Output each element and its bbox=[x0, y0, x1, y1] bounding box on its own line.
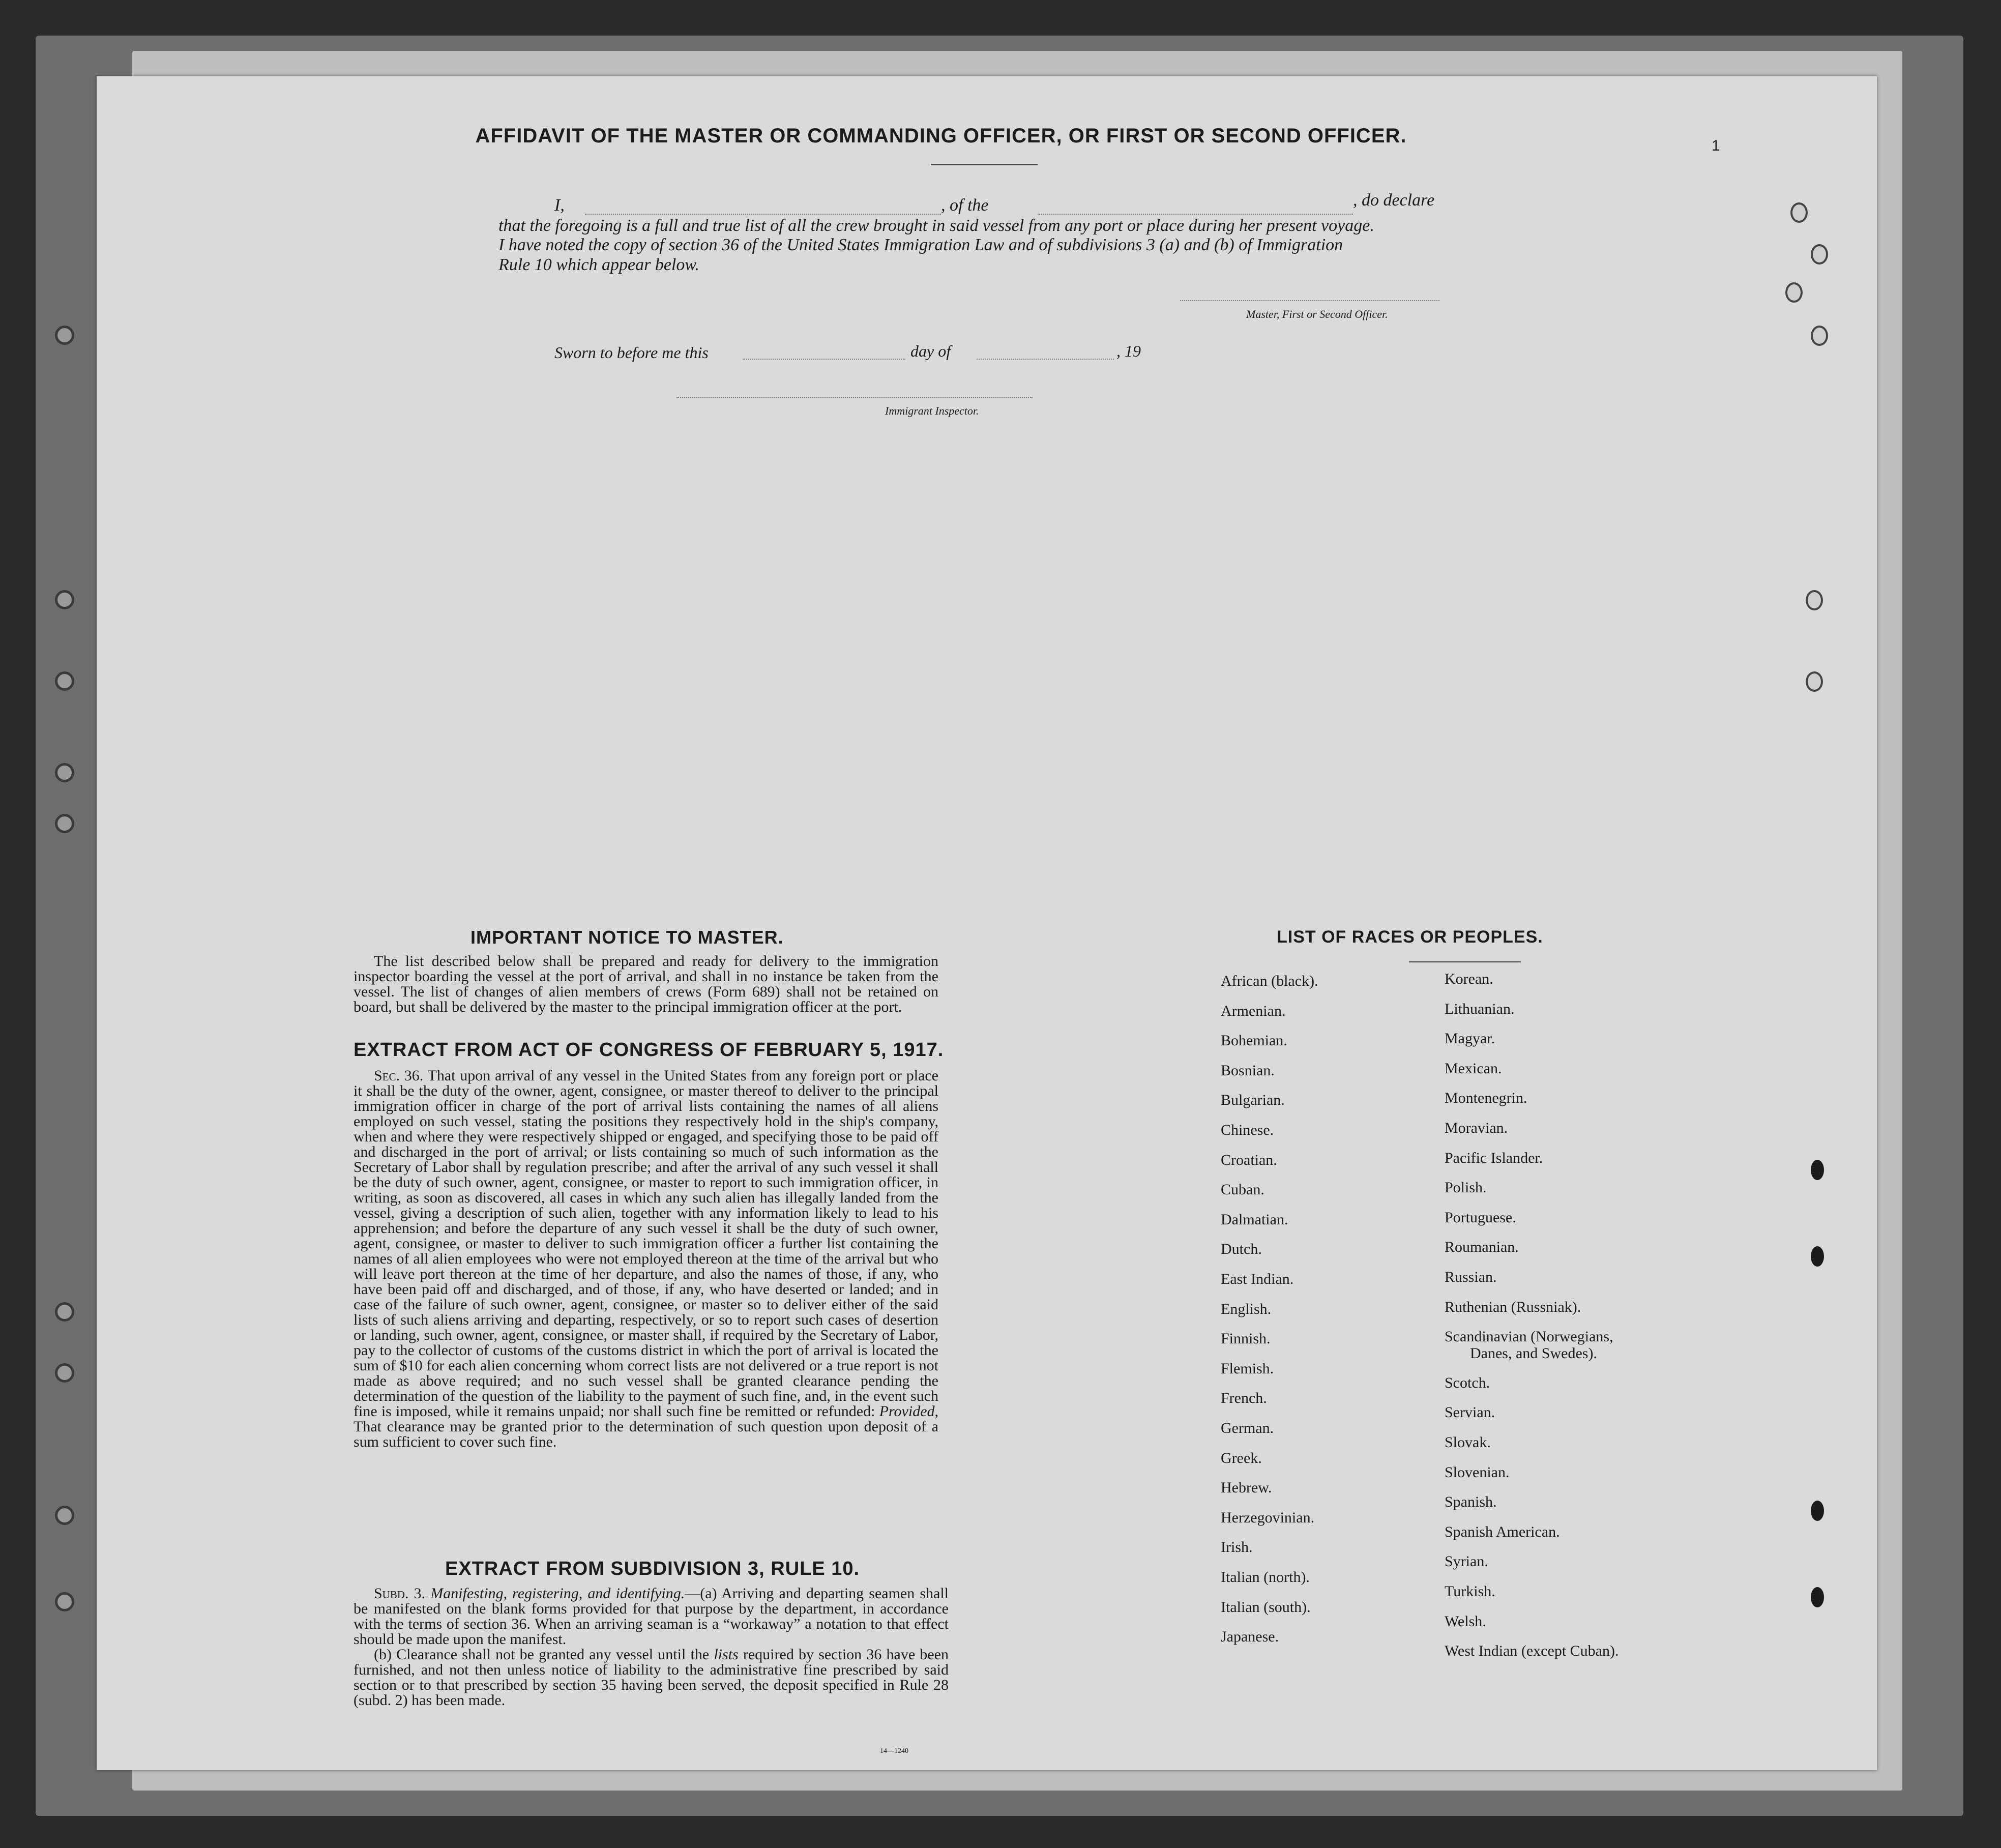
race-item: Finnish. bbox=[1221, 1330, 1271, 1347]
extract-rule-title: EXTRACT FROM SUBDIVISION 3, RULE 10. bbox=[445, 1558, 860, 1579]
race-item: French. bbox=[1221, 1390, 1267, 1407]
race-item: Servian. bbox=[1445, 1404, 1495, 1421]
affidavit-i-label: I, bbox=[554, 196, 565, 215]
inspector-caption: Immigrant Inspector. bbox=[885, 404, 979, 417]
do-declare-label: , do declare bbox=[1353, 191, 1435, 210]
punch-hole bbox=[1790, 202, 1808, 223]
binder-hole bbox=[55, 1363, 74, 1383]
section-36-paragraph bbox=[354, 1068, 938, 1450]
race-item: Turkish. bbox=[1445, 1583, 1495, 1600]
notice-text bbox=[354, 954, 938, 1015]
race-item: Moravian. bbox=[1445, 1120, 1508, 1136]
punch-hole bbox=[1811, 1246, 1824, 1267]
race-item: Slovenian. bbox=[1445, 1463, 1510, 1481]
subd-b-start: (b) Clearance shall not be granted any vessel until the bbox=[374, 1646, 710, 1663]
punch-hole bbox=[1811, 244, 1828, 265]
affidavit-line-2: that the foregoing is a full and true list of all the crew brought in said vessel from any port or place during her present voyage. bbox=[498, 216, 1374, 235]
race-item: Russian. bbox=[1445, 1269, 1497, 1285]
race-item: Bohemian. bbox=[1221, 1032, 1287, 1049]
section-36-body: That upon arrival of any vessel in the United States from any foreign port or place it shall be the duty of the owner, agent, consignee, or master thereof to deliver to the principal immigration officer in charge of the port of arrival lists containing the names of all aliens employed on such vessel, stating the positions they respectively hold in the ship's company, when and where they were respectively shipped or engaged, and specifying those to be paid off and discharged in the port of arrival; or lists containing so much of such information as the Secretary of Labor shall by regulation prescribe; and after the arrival of any such vessel it shall be the duty of such owner, agent, consignee, or master to report to such immigration officer, in writing, as soon as discovered, all cases in which any such alien has illegally landed from the vessel, giving a description of such alien, together with any information likely to lead to his apprehension; and before the departure of any such vessel it shall be the duty of such owner, agent, consignee, or master to deliver to such immigration officer a further list containing the names of all alien employees who were not employed thereon at the time of the arrival but who will leave port thereon at the time of her departure, and also the names of those, if any, who have been paid off and discharged, and of those, if any, who have deserted or landed; and in case of the failure of such owner, agent, consignee, or master so to deliver either of the said lists of such aliens arriving and departing, respectively, or so to report such cases of desertion or landing, such owner, agent, consignee, or master shall, if required by the Secretary of Labor, pay to the collector of customs of the customs district in which the port of arrival is located the sum of $10 for each alien concerning whom correct lists are not delivered or a true report is not made as above required; and no such vessel shall be granted clearance pending the determination of the question of the liability to the payment of such fine, and, in the event such fine is imposed, while it remains unpaid; nor shall such fine be remitted or refunded: bbox=[354, 1067, 938, 1420]
race-item: Flemish. bbox=[1221, 1360, 1274, 1377]
race-item: Pacific Islander. bbox=[1445, 1149, 1543, 1166]
race-item: Lithuanian. bbox=[1445, 1000, 1515, 1017]
punch-hole bbox=[1811, 1501, 1824, 1521]
race-item: English. bbox=[1221, 1300, 1272, 1317]
lists-word: lists bbox=[714, 1646, 739, 1663]
subd-label: Subd. 3. bbox=[374, 1585, 426, 1602]
section-label: Sec. 36. bbox=[374, 1067, 424, 1084]
punch-hole bbox=[1806, 671, 1823, 692]
race-item: Syrian. bbox=[1445, 1553, 1488, 1570]
race-item: Spanish American. bbox=[1445, 1523, 1560, 1540]
race-item: Danes, and Swedes). bbox=[1470, 1344, 1597, 1362]
notice-paragraph: The list described below shall be prepared and ready for delivery to the immigration inspector boarding the vessel at the port of arrival, and shall in no instance be taken from the vessel. The list of changes of alien members of crews (Form 689) shall not be retained on board, but shall be delivered by the master to the principal immigration officer at the port. bbox=[354, 953, 938, 1015]
race-item: Japanese. bbox=[1221, 1628, 1279, 1646]
section-36-text bbox=[354, 1068, 938, 1450]
punch-hole bbox=[1806, 590, 1823, 610]
race-item: Armenian. bbox=[1221, 1002, 1286, 1019]
binder-hole bbox=[55, 763, 74, 782]
punch-hole bbox=[1811, 326, 1828, 346]
binder-hole bbox=[55, 1592, 74, 1611]
extract-act-title: EXTRACT FROM ACT OF CONGRESS OF FEBRUARY 5, 1917. bbox=[354, 1039, 944, 1061]
name-blank[interactable] bbox=[585, 214, 941, 215]
punch-hole bbox=[1811, 1160, 1824, 1180]
race-item: Croatian. bbox=[1221, 1151, 1277, 1168]
race-item: West Indian (except Cuban). bbox=[1445, 1642, 1619, 1660]
race-item: Magyar. bbox=[1445, 1030, 1495, 1047]
binder-hole bbox=[55, 1302, 74, 1322]
vessel-blank[interactable] bbox=[1038, 214, 1353, 215]
affidavit-line-4: Rule 10 which appear below. bbox=[498, 255, 700, 274]
race-item: Polish. bbox=[1445, 1179, 1487, 1196]
subd-a-body: —(a) Arriving and departing seamen shall be manifested on the blank forms provided for that purpose by the department, in accordance with the terms of section 36. When an arriving seaman is a “workaway” a notation to that effect should be made upon the manifest. bbox=[354, 1585, 949, 1648]
binder-hole bbox=[55, 671, 74, 691]
subd-b-paragraph bbox=[354, 1647, 949, 1708]
year-label: , 19 bbox=[1116, 342, 1141, 360]
subd-title: Manifesting, registering, and identifying. bbox=[430, 1585, 685, 1602]
punch-hole bbox=[1785, 282, 1803, 303]
rule-10-text bbox=[354, 1586, 949, 1708]
race-item: Roumanian. bbox=[1445, 1239, 1519, 1256]
race-item: Chinese. bbox=[1221, 1122, 1274, 1138]
provided-word: Provided, bbox=[879, 1403, 939, 1420]
day-of-label: day of bbox=[910, 342, 951, 360]
form-number: 14—1240 bbox=[880, 1747, 908, 1755]
page-number: 1 bbox=[1712, 137, 1720, 154]
master-signature-line[interactable] bbox=[1180, 300, 1439, 301]
sworn-label: Sworn to before me this bbox=[554, 343, 709, 362]
notice-title: IMPORTANT NOTICE TO MASTER. bbox=[470, 927, 784, 948]
race-item: Herzegovinian. bbox=[1221, 1509, 1315, 1526]
affidavit-title: AFFIDAVIT OF THE MASTER OR COMMANDING OFFICER, OR FIRST OR SECOND OFFICER. bbox=[475, 125, 1407, 147]
race-item: Ruthenian (Russniak). bbox=[1445, 1298, 1581, 1315]
subd-b-end: required by section 36 have been furnished, and not then unless notice of liability to the administrative fine prescribed by said section or to that prescribed by section 35 having been served, the deposit specified in Rule 28 (subd. 2) has been made. bbox=[354, 1646, 949, 1709]
section-36-end: That clearance may be granted prior to the determination of such question upon deposit of a sum sufficient to cover such fine. bbox=[354, 1418, 938, 1450]
month-blank[interactable] bbox=[977, 359, 1114, 360]
race-item: Bulgarian. bbox=[1221, 1092, 1285, 1109]
title-rule bbox=[931, 164, 1038, 165]
master-caption: Master, First or Second Officer. bbox=[1246, 308, 1388, 320]
day-blank[interactable] bbox=[743, 359, 905, 360]
inspector-signature-line[interactable] bbox=[676, 397, 1033, 398]
subd-a-paragraph bbox=[354, 1586, 949, 1647]
race-item: Welsh. bbox=[1445, 1612, 1486, 1630]
race-item: Italian (north). bbox=[1221, 1569, 1310, 1586]
punch-hole bbox=[1811, 1587, 1824, 1607]
race-item: German. bbox=[1221, 1420, 1274, 1436]
binder-hole bbox=[55, 814, 74, 833]
document-page bbox=[97, 76, 1877, 1770]
race-item: Hebrew. bbox=[1221, 1479, 1272, 1497]
race-item: African (black). bbox=[1221, 973, 1318, 989]
race-item: Bosnian. bbox=[1221, 1062, 1275, 1079]
race-item: Scandinavian (Norwegians, bbox=[1445, 1328, 1613, 1345]
race-item: Slovak. bbox=[1445, 1434, 1491, 1451]
binder-hole bbox=[55, 1506, 74, 1525]
race-item: Mexican. bbox=[1445, 1060, 1502, 1077]
binder-hole bbox=[55, 590, 74, 609]
race-item: Greek. bbox=[1221, 1449, 1262, 1466]
binder-hole bbox=[55, 326, 74, 345]
race-item: Dutch. bbox=[1221, 1241, 1262, 1258]
race-item: Irish. bbox=[1221, 1539, 1253, 1556]
race-item: Spanish. bbox=[1445, 1493, 1497, 1511]
races-title-rule bbox=[1409, 961, 1521, 962]
of-the-label: , of the bbox=[941, 196, 989, 215]
race-item: Portuguese. bbox=[1445, 1209, 1516, 1226]
race-item: Scotch. bbox=[1445, 1374, 1490, 1391]
races-title: LIST OF RACES OR PEOPLES. bbox=[1277, 927, 1543, 947]
race-item: Korean. bbox=[1445, 971, 1493, 987]
race-item: Cuban. bbox=[1221, 1181, 1264, 1198]
affidavit-line-3: I have noted the copy of section 36 of the United States Immigration Law and of subdivisions 3 (a) and (b) of Immigration bbox=[498, 236, 1343, 254]
race-item: Montenegrin. bbox=[1445, 1090, 1527, 1107]
race-item: East Indian. bbox=[1221, 1271, 1294, 1287]
race-item: Italian (south). bbox=[1221, 1598, 1311, 1616]
race-item: Dalmatian. bbox=[1221, 1211, 1288, 1228]
